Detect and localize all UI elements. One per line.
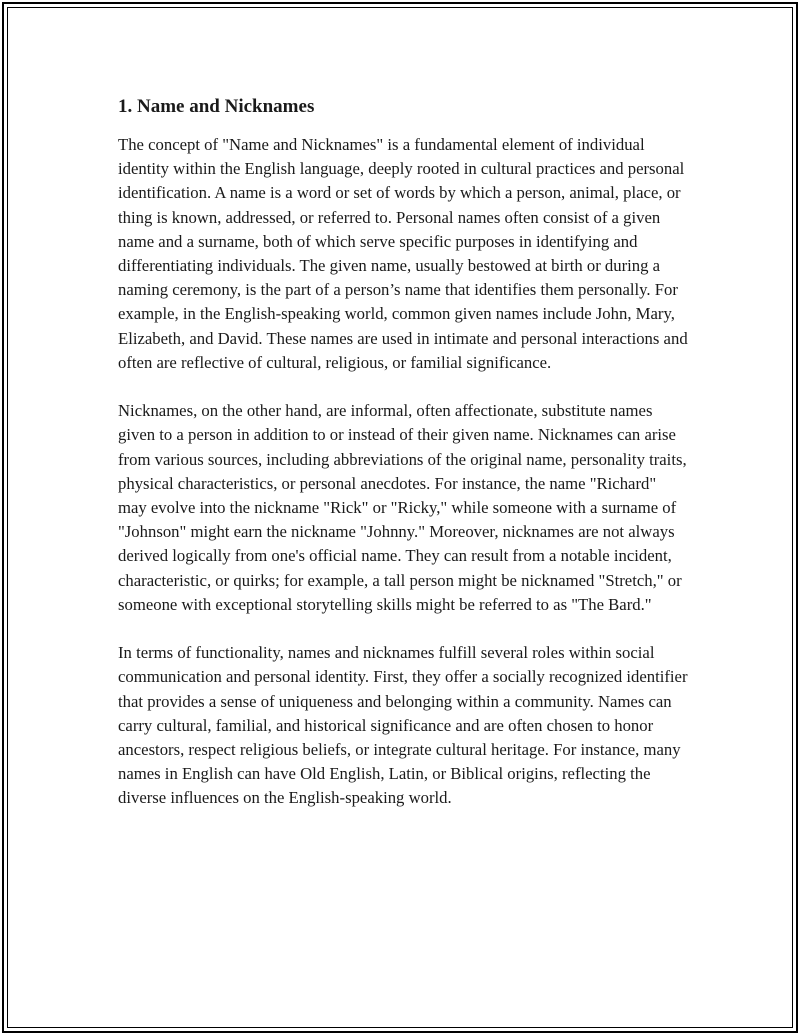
document-body: [118, 95, 688, 835]
paragraph-nicknames: Nicknames, on the other hand, are informal, often affectionate, substitute names given to a person in addition to or instead of their given name. Nicknames can arise from various sources, including abbreviations of the original name, personality traits, physical characteristics, or personal anecdotes. For instance, the name "Richard" may evolve into the nickname "Rick" or "Ricky," while someone with a surname of "Johnson" might earn the nickname "Johnny." Moreover, nicknames are not always derived logically from one's official name. They can result from a notable incident, characteristic, or quirks; for example, a tall person might be nicknamed "Stretch," or someone with exceptional storytelling skills might be referred to as "The Bard.": [118, 401, 687, 614]
paragraph-functionality: In terms of functionality, names and nicknames fulfill several roles within social communication and personal identity. First, they offer a socially recognized identifier that provides a sense of uniqueness and belonging within a community. Names can carry cultural, familial, and historical significance and are often chosen to honor ancestors, respect religious beliefs, or integrate cultural heritage. For instance, many names in English can have Old English, Latin, or Biblical origins, reflecting the diverse influences on the English-speaking world.: [118, 643, 688, 808]
section-heading: 1. Name and Nicknames: [118, 96, 315, 117]
paragraph-names: The concept of "Name and Nicknames" is a fundamental element of individual identity within the English language, deeply rooted in cultural practices and personal identification. A name is a word or set of words by which a person, animal, place, or thing is known, addressed, or referred to. Personal names often consist of a given name and a surname, both of which serve specific purposes in identifying and differentiating individuals. The given name, usually bestowed at birth or during a naming ceremony, is the part of a person’s name that identifies them personally. For example, in the English-speaking world, common given names include John, Mary, Elizabeth, and David. These names are used in intimate and personal interactions and often are reflective of cultural, religious, or familial significance.: [118, 135, 688, 372]
